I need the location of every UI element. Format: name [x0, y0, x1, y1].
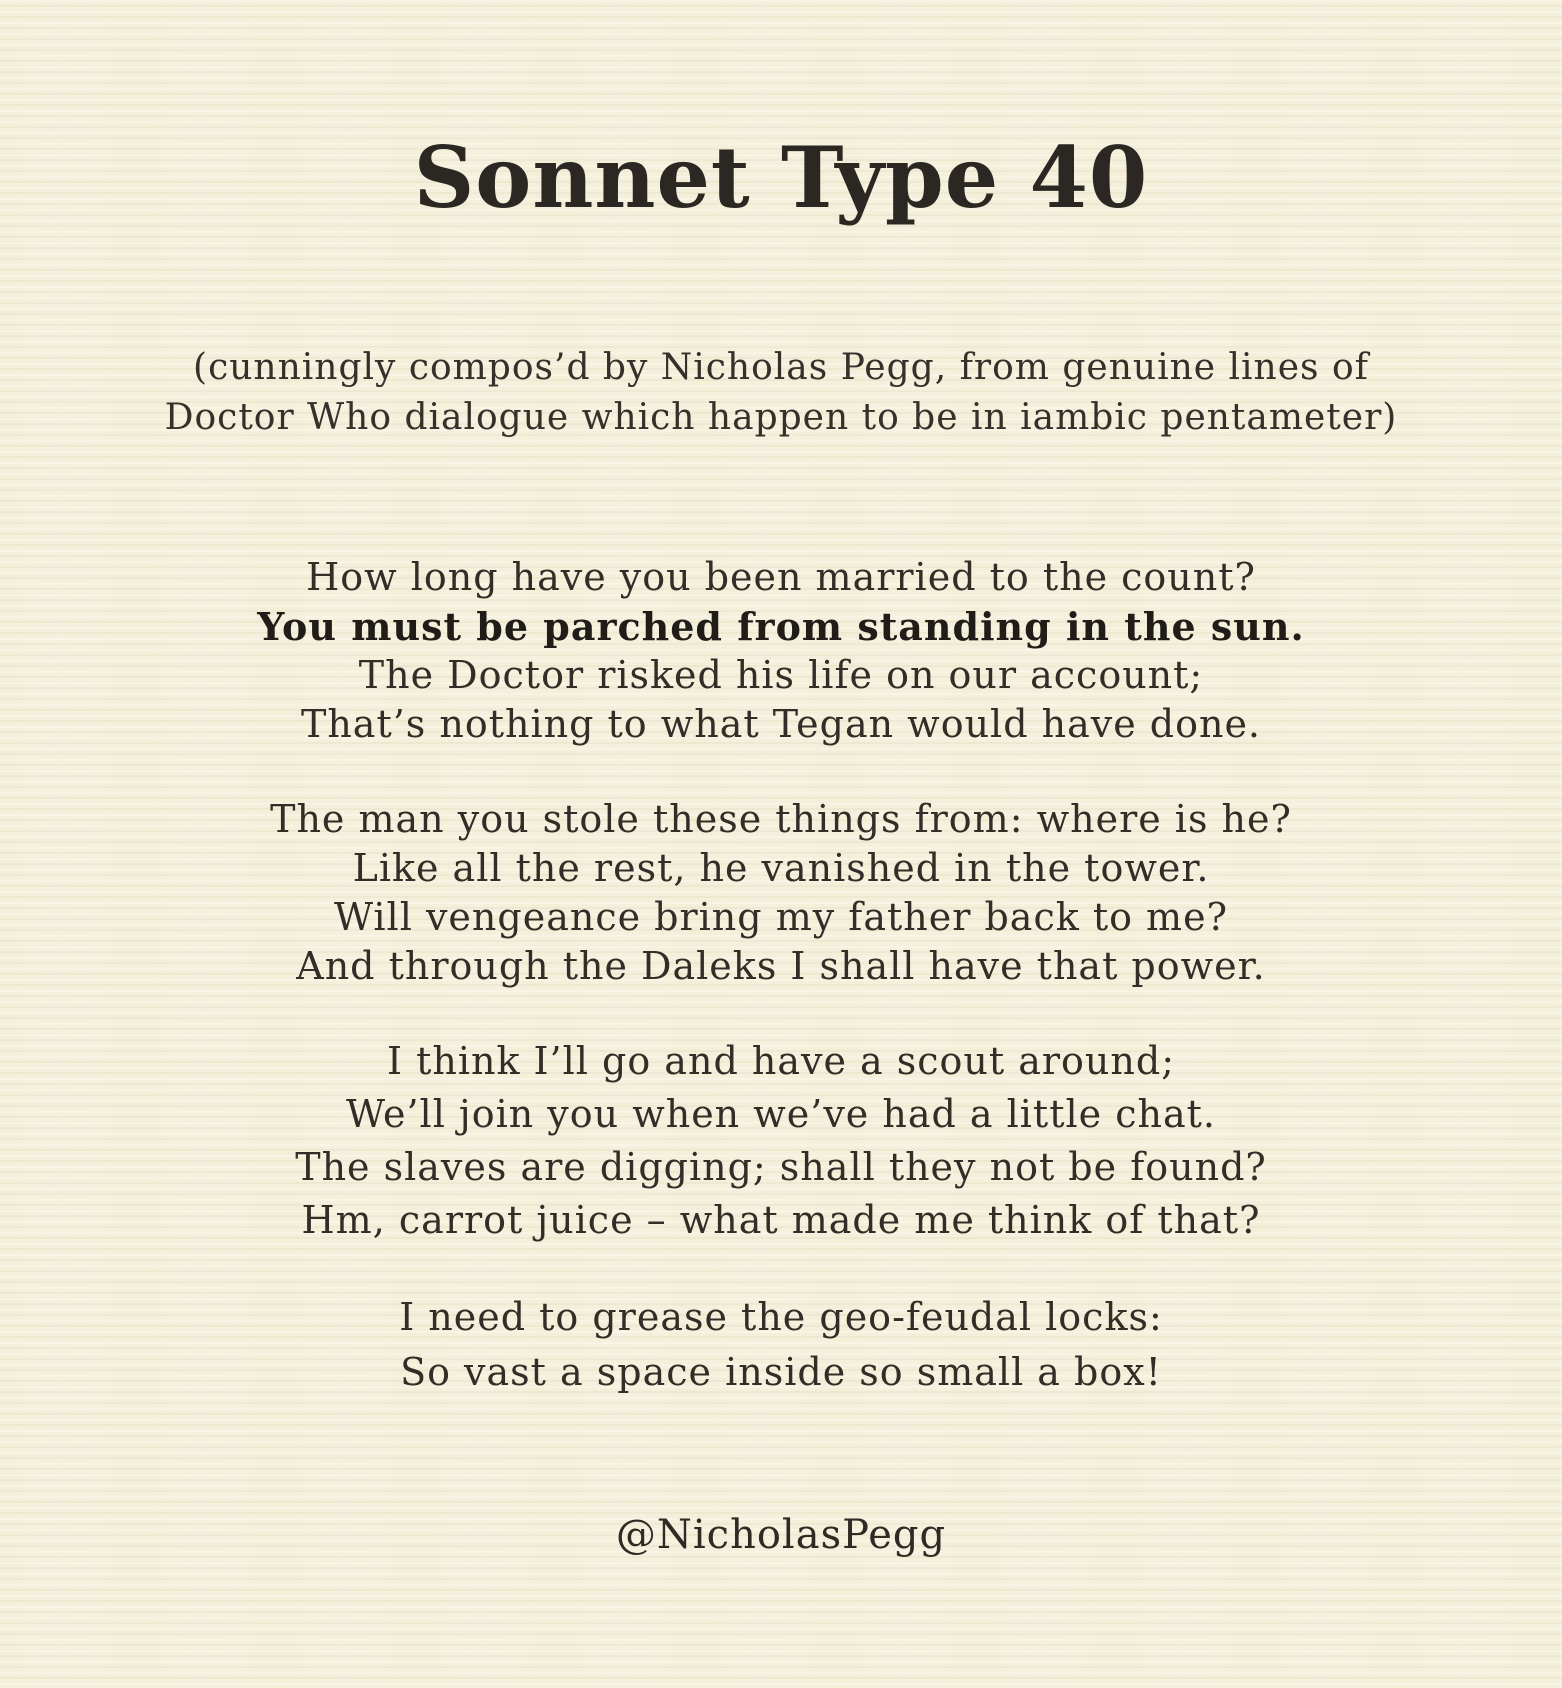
poem-line: And through the Daleks I shall have that power.: [296, 944, 1266, 988]
couplet: [0, 1290, 1562, 1400]
poem-line: Hm, carrot juice – what made me think of that?: [301, 1198, 1261, 1242]
poem-subtitle: [0, 343, 1562, 443]
poem-line: I need to grease the geo-feudal locks:: [399, 1295, 1163, 1339]
stanza-3: [0, 1035, 1562, 1247]
poem-line: So vast a space inside so small a box!: [400, 1350, 1162, 1394]
poem-title: Sonnet Type 40: [413, 128, 1149, 227]
poem-line: I think I’ll go and have a scout around;: [386, 1039, 1175, 1083]
stanza-1: [0, 553, 1562, 749]
author-handle: @NicholasPegg: [615, 1512, 947, 1558]
stanza-2: [0, 795, 1562, 991]
poem-line: We’ll join you when we’ve had a little chat.: [346, 1092, 1216, 1136]
poem-line: Will vengeance bring my father back to me?: [334, 895, 1228, 939]
poem-line: You must be parched from standing in the sun.: [257, 604, 1305, 649]
poem-line: The slaves are digging; shall they not be found?: [295, 1145, 1267, 1189]
subtitle-line-1: (cunningly compos’d by Nicholas Pegg, from genuine lines of: [193, 347, 1369, 388]
subtitle-line-2: Doctor Who dialogue which happen to be in iambic pentameter): [164, 397, 1398, 438]
poem-line: How long have you been married to the count?: [306, 555, 1256, 599]
poem-line: That’s nothing to what Tegan would have done.: [300, 702, 1262, 746]
poem-line: Like all the rest, he vanished in the tower.: [352, 846, 1210, 890]
poem-line: The Doctor risked his life on our account;: [358, 653, 1204, 697]
poem-line: The man you stole these things from: where is he?: [270, 797, 1292, 841]
